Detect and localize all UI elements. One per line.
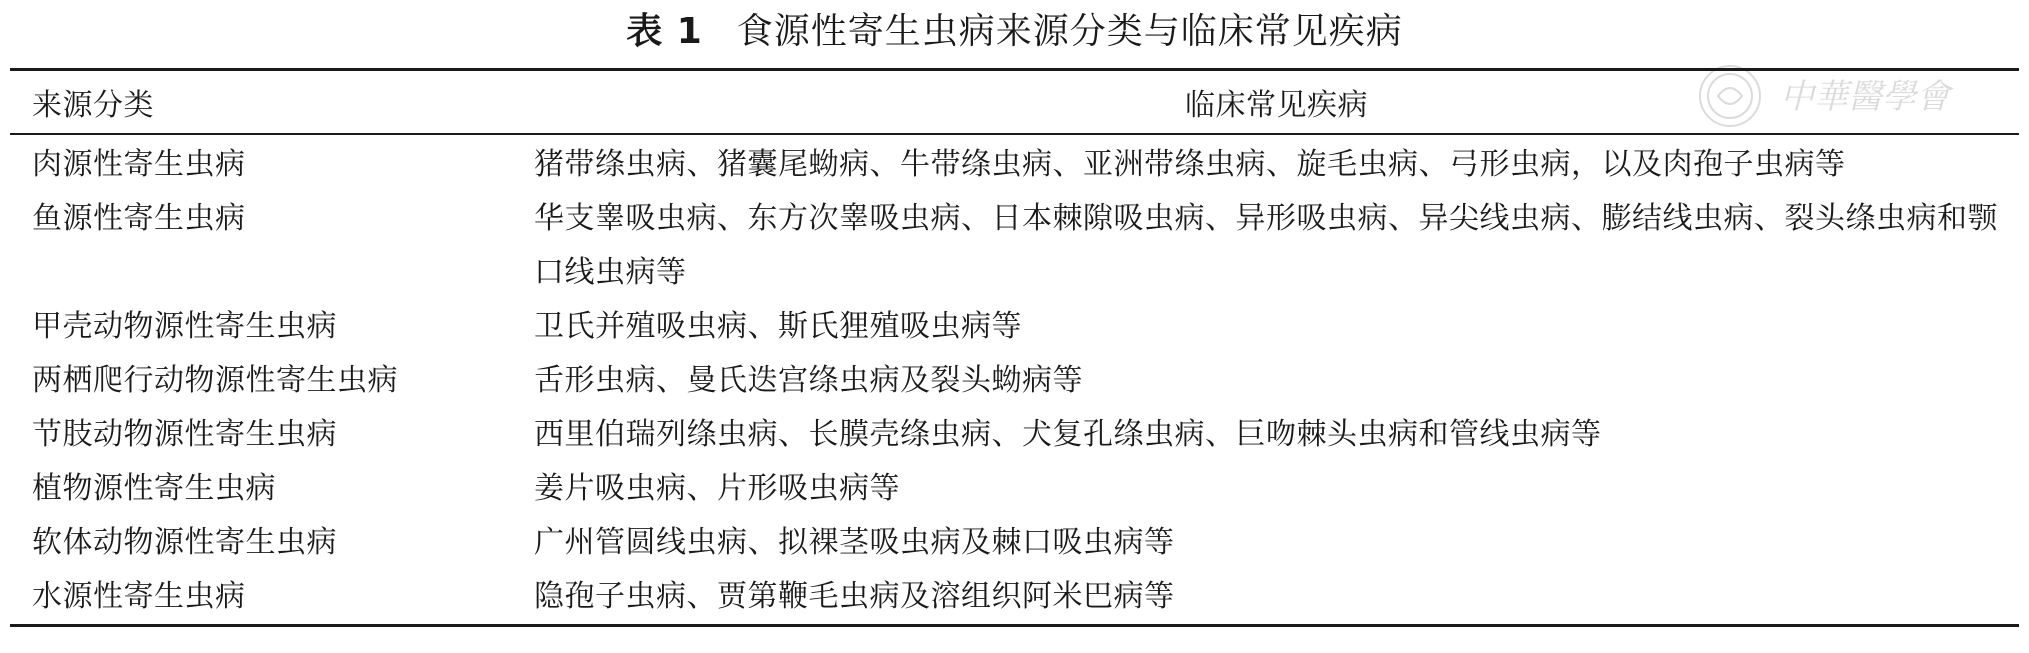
row-diseases: 西里伯瑞列绦虫病、长膜壳绦虫病、犬复孔绦虫病、巨吻棘头虫病和管线虫病等 xyxy=(534,417,1602,452)
row-diseases: 姜片吸虫病、片形吸虫病等 xyxy=(534,471,900,506)
row-diseases: 广州管圆线虫病、拟裸茎吸虫病及棘口吸虫病等 xyxy=(534,525,1175,560)
header-source: 来源分类 xyxy=(32,88,154,123)
row-diseases: 华支睾吸虫病、东方次睾吸虫病、日本棘隙吸虫病、异形吸虫病、异尖线虫病、膨结线虫病、裂头绦虫病和颚口线虫病等 xyxy=(534,201,1998,290)
watermark-text: 中華醫學會 xyxy=(1780,77,1950,117)
table-row xyxy=(10,408,2019,462)
table-row xyxy=(10,462,2019,516)
row-source: 两栖爬行动物源性寄生虫病 xyxy=(32,363,398,398)
table-title: 食源性寄生虫病来源分类与临床常见疾病 xyxy=(736,11,1403,52)
table-row xyxy=(10,300,2019,354)
row-source: 甲壳动物源性寄生虫病 xyxy=(32,309,337,344)
table-container xyxy=(10,68,2019,627)
row-diseases: 卫氏并殖吸虫病、斯氏狸殖吸虫病等 xyxy=(534,309,1022,344)
table-row xyxy=(10,516,2019,570)
row-source: 鱼源性寄生虫病 xyxy=(32,201,246,236)
table-header-row xyxy=(10,70,2019,135)
table-caption xyxy=(0,8,2029,56)
row-source: 肉源性寄生虫病 xyxy=(32,147,246,182)
row-source: 水源性寄生虫病 xyxy=(32,579,246,614)
row-diseases: 猪带绦虫病、猪囊尾蚴病、牛带绦虫病、亚洲带绦虫病、旋毛虫病、弓形虫病，以及肉孢子虫病等 xyxy=(534,147,1846,182)
row-source: 植物源性寄生虫病 xyxy=(32,471,276,506)
header-diseases: 临床常见疾病 xyxy=(1185,88,1368,123)
row-source: 节肢动物源性寄生虫病 xyxy=(32,417,337,452)
parasitic-disease-table xyxy=(10,68,2019,627)
row-diseases: 舌形虫病、曼氏迭宫绦虫病及裂头蚴病等 xyxy=(534,363,1083,398)
table-number: 表 1 xyxy=(626,11,703,52)
table-row xyxy=(10,570,2019,626)
table-row xyxy=(10,192,2019,300)
table-row xyxy=(10,354,2019,408)
row-source: 软体动物源性寄生虫病 xyxy=(32,525,337,560)
table-row xyxy=(10,134,2019,192)
row-diseases: 隐孢子虫病、贾第鞭毛虫病及溶组织阿米巴病等 xyxy=(534,579,1175,614)
